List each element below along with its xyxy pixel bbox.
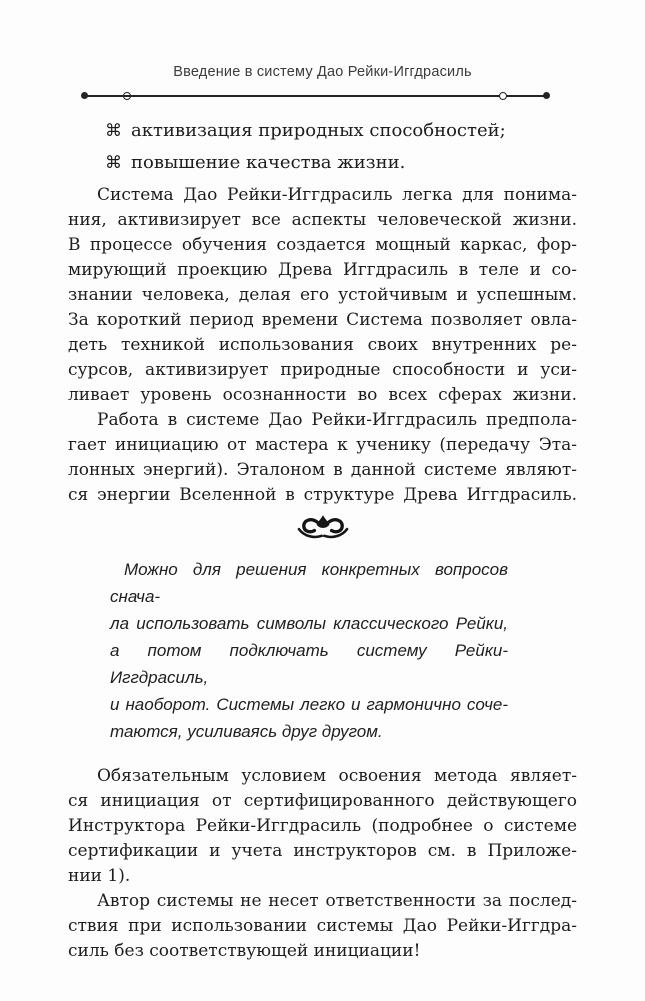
note-block — [110, 556, 508, 745]
paragraph-certification — [68, 764, 577, 889]
command-bullet-icon: ⌘ — [105, 153, 122, 173]
text-line: и наоборот. Системы легко и гармонично соче- — [110, 695, 508, 714]
text-line: ствия при использовании системы Дао Рейки-Иггдра- — [68, 916, 577, 936]
rule-filled-dot-right — [543, 92, 550, 99]
text-line: ливает уровень осознанности во всех сферах жизни. — [68, 385, 577, 405]
list-item — [105, 115, 577, 147]
bullet-text: активизация природных способностей; — [131, 120, 506, 141]
text-line: Система Дао Рейки-Иггдрасиль легка для понима- — [97, 185, 577, 205]
text-line: ся энергии Вселенной в структуре Древа Иггдрасиль. — [68, 485, 577, 505]
paragraph-initiation — [68, 408, 577, 508]
bullet-list — [68, 115, 577, 179]
list-item — [105, 147, 577, 179]
text-line: ся инициация от сертифицированного действующего — [68, 791, 577, 811]
text-line: В процессе обучения создается мощный каркас, фор- — [68, 235, 577, 255]
text-line: ния, активизирует все аспекты человеческой жизни. — [68, 210, 577, 230]
text-line: силь без соответствующей инициации! — [68, 941, 421, 961]
lotus-ornament-icon — [68, 511, 577, 547]
text-line: Автор системы не несет ответственности за послед- — [97, 891, 577, 911]
bullet-text: повышение качества жизни. — [131, 152, 406, 173]
text-line: а потом подключать систему Рейки-Иггдрасиль, — [110, 641, 508, 687]
text-line: Можно для решения конкретных вопросов снача- — [110, 560, 508, 606]
text-line: сертификации и учета инструкторов см. в Приложе- — [68, 841, 577, 861]
text-line: гает инициацию от мастера к ученику (передачу Эта- — [68, 435, 577, 455]
text-line: нии 1). — [68, 866, 131, 886]
running-header: Введение в систему Дао Рейки-Иггдрасиль — [173, 64, 472, 80]
text-line: лонных энергий). Эталоном в данной системе являют- — [68, 460, 577, 480]
text-line: Обязательным условием освоения метода являет- — [97, 766, 577, 786]
header-rule — [68, 91, 577, 101]
text-line: деть техникой использования своих внутренних ре- — [68, 335, 577, 355]
rule-open-circle-right — [499, 92, 507, 100]
command-bullet-icon: ⌘ — [105, 121, 122, 141]
paragraph-intro — [68, 183, 577, 408]
text-line: ла использовать символы классического Рейки, — [110, 614, 508, 633]
text-line: мирующий проекцию Древа Иггдрасиль в теле и со- — [68, 260, 577, 280]
text-line: Работа в системе Дао Рейки-Иггдрасиль предпола- — [97, 410, 577, 430]
text-line: таются, усиливаясь друг другом. — [110, 722, 383, 741]
text-line: знании человека, делая его устойчивым и успешным. — [68, 285, 577, 305]
rule-line — [84, 95, 546, 96]
text-line: За короткий период времени Система позволяет овла- — [68, 310, 577, 330]
text-line: Инструктора Рейки-Иггдрасиль (подробнее о системе — [68, 816, 577, 836]
text-line: сурсов, активизирует природные способности и уси- — [68, 360, 577, 380]
paragraph-disclaimer — [68, 889, 577, 964]
